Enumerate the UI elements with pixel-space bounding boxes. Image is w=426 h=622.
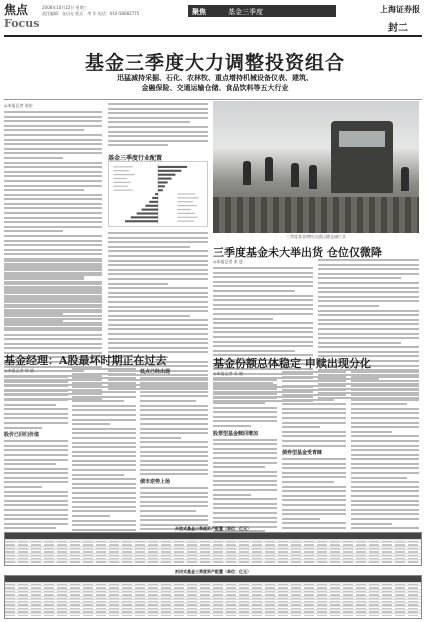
story-fenhong-col-3 — [351, 371, 419, 536]
body-text — [108, 103, 208, 146]
issue-meta — [42, 5, 182, 17]
main-subhead — [90, 73, 340, 93]
body-text — [282, 371, 346, 447]
page-number: 封二 — [388, 23, 408, 34]
story-subheading: 股票型基金赎回增加 — [213, 430, 259, 437]
subhead-line-1: 迅猛减持采掘、石化、农林牧、重点增持机械设备仪表、建筑、 — [117, 74, 313, 82]
fund-allocation-table — [4, 532, 422, 566]
body-text — [213, 379, 277, 427]
band-section: 基金三季度 — [228, 8, 263, 16]
main-byline: ◎本报记者 周宏 — [4, 103, 33, 108]
story-fenhong-col-2 — [282, 371, 346, 541]
story-abs-col-1 — [4, 368, 68, 560]
table-title: 开放式基金三季度资产配置（单位：亿元） — [175, 526, 251, 531]
body-text — [351, 371, 419, 534]
train-illustration — [331, 121, 393, 193]
story-abs-col-3 — [140, 368, 208, 542]
main-headline: 基金三季度大力调整投资组合 — [84, 52, 345, 74]
story-headline: 三季度基金未大举出货 仓位仅微降 — [213, 246, 382, 259]
story-byline: ◎本报记者 徐 婧 — [4, 368, 35, 373]
story-byline: ◎本报记者 张 进 — [213, 259, 244, 264]
body-text — [72, 368, 136, 531]
story-abs-col-2 — [72, 368, 136, 533]
editor-line: 责任编辑：张启允 版式：李 军 电话：010-58082775 — [42, 11, 140, 16]
story-subheading: 债券型基金受青睐 — [282, 450, 323, 457]
closed-fund-table — [4, 575, 422, 619]
band-tag: 聚焦 — [192, 8, 206, 16]
main-story-col-2 — [108, 103, 208, 149]
story-headline: 基金份额总体稳定 申赎出现分化 — [213, 357, 371, 370]
photo-caption: 三季度基金增持交通运输仓储行业 — [286, 234, 346, 239]
section-name: 焦点 — [4, 3, 29, 17]
body-text — [140, 377, 208, 475]
industry-bar-chart — [108, 161, 208, 227]
story-byline: ◎本报记者 吴 晓 — [213, 371, 244, 376]
table-row — [5, 559, 421, 562]
story-headline: 基金经理：A股最坏时期正在过去 — [4, 354, 167, 367]
issue-date: 2008年10月22日 星期三 — [42, 5, 88, 10]
body-text — [4, 376, 68, 429]
story-subheading: 低点已经出现 — [140, 369, 171, 375]
story-subheading: 债市逆势上扬 — [140, 479, 171, 486]
headline-rule — [4, 99, 422, 100]
subhead-line-2: 金融保险、交通运输仓储、食品饮料等五大行业 — [141, 84, 289, 92]
section-band — [188, 5, 336, 17]
chart-title: 基金三季度行业配置 — [108, 155, 163, 162]
table-title: 封闭式基金三季度资产配置（单位：亿元） — [175, 569, 251, 574]
story-subheading: 股价已回归价值 — [4, 432, 40, 439]
news-photo — [213, 101, 419, 233]
section-name-en: Focus — [4, 17, 40, 30]
story-fenhong-col-1 — [213, 371, 277, 549]
newspaper-brand: 上海证券报 — [380, 4, 420, 14]
table-row — [5, 613, 421, 616]
header-rule — [4, 35, 422, 37]
